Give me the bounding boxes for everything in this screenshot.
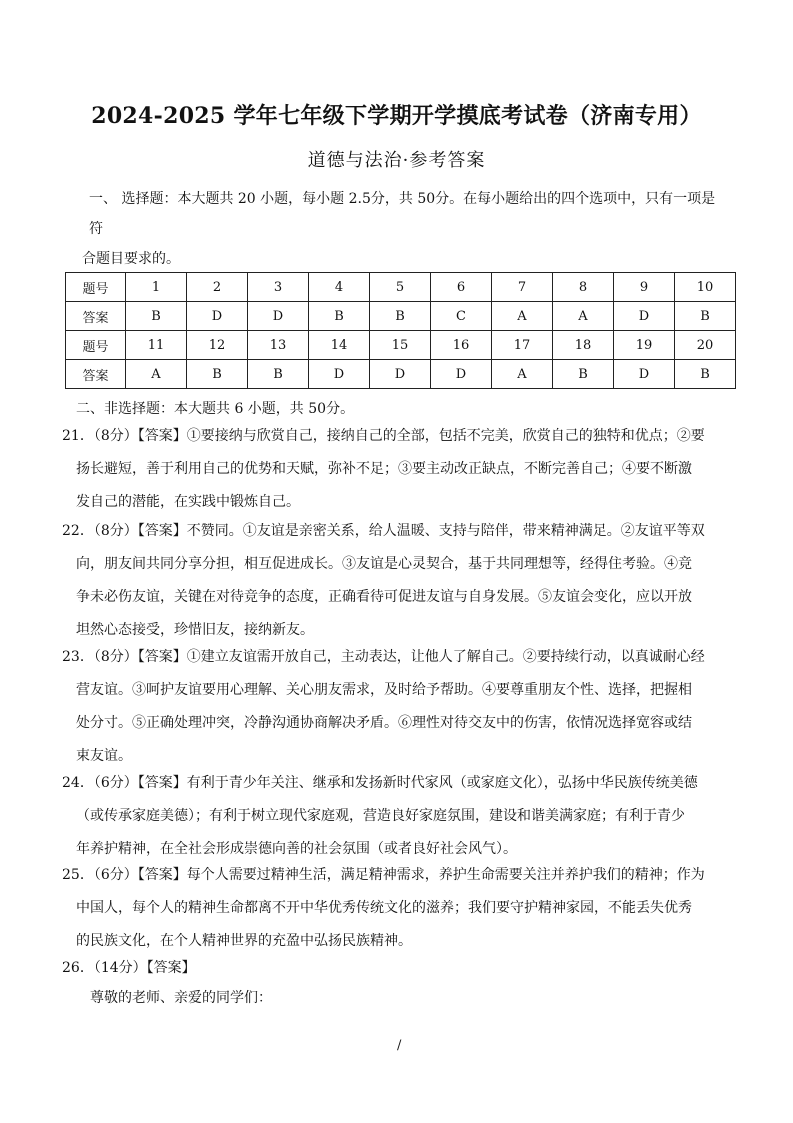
question-26 [62, 952, 721, 985]
answer-cell: D [614, 360, 675, 389]
answer-cell: C [431, 302, 492, 331]
question-line: 营友谊。③呵护友谊要用心理解、关心朋友需求，及时给予帮助。④要尊重朋友个性、选择，把握相 [76, 682, 692, 698]
header-label-cell: 题号 [66, 331, 126, 360]
section-two-heading: 二、非选择题：本大题共 6 小题，共 50分。 [76, 401, 355, 417]
table-row [66, 360, 736, 389]
speech-greeting: 尊敬的老师、亲爱的同学们： [90, 990, 272, 1006]
question-21 [62, 420, 721, 519]
question-line: 的民族文化，在个人精神世界的充盈中弘扬民族精神。 [76, 933, 412, 949]
question-line: 23．（8分）【答案】①建立友谊需开放自己，主动表达，让他人了解自己。②要持续行动，以真诚耐心经 [62, 649, 705, 665]
question-line: 26．（14分）【答案】 [62, 960, 196, 976]
question-line: 处分寸。⑤正确处理冲突，冷静沟通协商解决矛盾。⑥理性对待交友中的伤害，依情况选择宽容或结 [76, 715, 692, 731]
number-cell: 8 [553, 273, 614, 302]
question-line: 中国人，每个人的精神生命都离不开中华优秀传统文化的滋养；我们要守护精神家园，不能丢失优秀 [76, 900, 692, 916]
question-line: 22．（8分）【答案】不赞同。①友谊是亲密关系，给人温暖、支持与陪伴，带来精神满足。②友谊平等双 [62, 523, 705, 539]
number-cell: 6 [431, 273, 492, 302]
page-title: 2024-2025 学年七年级下学期开学摸底考试卷（济南专用） [91, 103, 702, 129]
number-cell: 3 [248, 273, 309, 302]
number-cell: 17 [492, 331, 553, 360]
question-line: 扬长避短，善于利用自己的优势和天赋，弥补不足；③要主动改正缺点，不断完善自己；④要不断激 [76, 461, 692, 477]
number-cell: 5 [370, 273, 431, 302]
answer-cell: B [248, 360, 309, 389]
question-line: 向，朋友间共同分享分担，相互促进成长。③友谊是心灵契合，基于共同理想等，经得住考验。④竞 [76, 556, 692, 572]
answer-cell: A [553, 302, 614, 331]
answer-cell: D [248, 302, 309, 331]
question-line: 争未必伤友谊，关键在对待竞争的态度，正确看待可促进友谊与自身发展。⑤友谊会变化，应以开放 [76, 589, 692, 605]
answer-cell: B [126, 302, 187, 331]
number-cell: 1 [126, 273, 187, 302]
answer-cell: B [309, 302, 370, 331]
number-cell: 11 [126, 331, 187, 360]
question-22 [62, 515, 721, 647]
answer-cell: B [187, 360, 248, 389]
number-cell: 19 [614, 331, 675, 360]
answer-cell: B [675, 302, 736, 331]
question-line: 24．（6分）【答案】有利于青少年关注、继承和发扬新时代家风（或家庭文化），弘扬中华民族传统美德 [62, 775, 698, 791]
answer-label-cell: 答案 [66, 302, 126, 331]
number-cell: 12 [187, 331, 248, 360]
question-24 [62, 767, 721, 866]
answer-cell: D [431, 360, 492, 389]
question-line: （或传承家庭美德）；有利于树立现代家庭观，营造良好家庭氛围，建设和谐美满家庭；有利于青少 [76, 808, 685, 824]
answer-cell: B [553, 360, 614, 389]
number-cell: 4 [309, 273, 370, 302]
answer-cell: D [614, 302, 675, 331]
answer-cell: A [126, 360, 187, 389]
number-cell: 14 [309, 331, 370, 360]
table-row [66, 273, 736, 302]
header-label-cell: 题号 [66, 273, 126, 302]
question-23 [62, 641, 721, 773]
answer-cell: B [675, 360, 736, 389]
question-line: 21．（8分）【答案】①要接纳与欣赏自己，接纳自己的全部，包括不完美，欣赏自己的独特和优点；②要 [62, 428, 705, 444]
number-cell: 13 [248, 331, 309, 360]
number-cell: 10 [675, 273, 736, 302]
number-cell: 20 [675, 331, 736, 360]
answer-cell: D [187, 302, 248, 331]
answer-cell: A [492, 360, 553, 389]
number-cell: 7 [492, 273, 553, 302]
question-line: 25．（6分）【答案】每个人需要过精神生活，满足精神需求，养护生命需要关注并养护我们的精神；作为 [62, 867, 705, 883]
number-cell: 16 [431, 331, 492, 360]
question-line: 年养护精神，在全社会形成崇德向善的社会氛围（或者良好社会风气）。 [76, 841, 517, 857]
question-line: 坦然心态接受，珍惜旧友，接纳新友。 [76, 622, 314, 638]
number-cell: 15 [370, 331, 431, 360]
section-one-instructions [63, 184, 728, 274]
number-cell: 2 [187, 273, 248, 302]
table-row [66, 302, 736, 331]
answer-table [65, 272, 736, 389]
answer-cell: B [370, 302, 431, 331]
question-line: 束友谊。 [76, 748, 132, 764]
question-line: 发自己的潜能，在实践中锻炼自己。 [76, 494, 300, 510]
number-cell: 9 [614, 273, 675, 302]
section-one-line-2: 合题目要求的。 [82, 251, 180, 267]
section-one-line-1: 一、 选择题：本大题共 20 小题，每小题 2.5分，共 50分。在每小题给出的四个选项中，只有一项是符 [89, 191, 716, 237]
number-cell: 18 [553, 331, 614, 360]
answer-cell: D [309, 360, 370, 389]
answer-label-cell: 答案 [66, 360, 126, 389]
page-number: / [397, 1038, 402, 1053]
question-25 [62, 859, 721, 958]
answer-cell: D [370, 360, 431, 389]
page-subtitle: 道德与法治·参考答案 [307, 150, 486, 171]
answer-cell: A [492, 302, 553, 331]
table-row [66, 331, 736, 360]
